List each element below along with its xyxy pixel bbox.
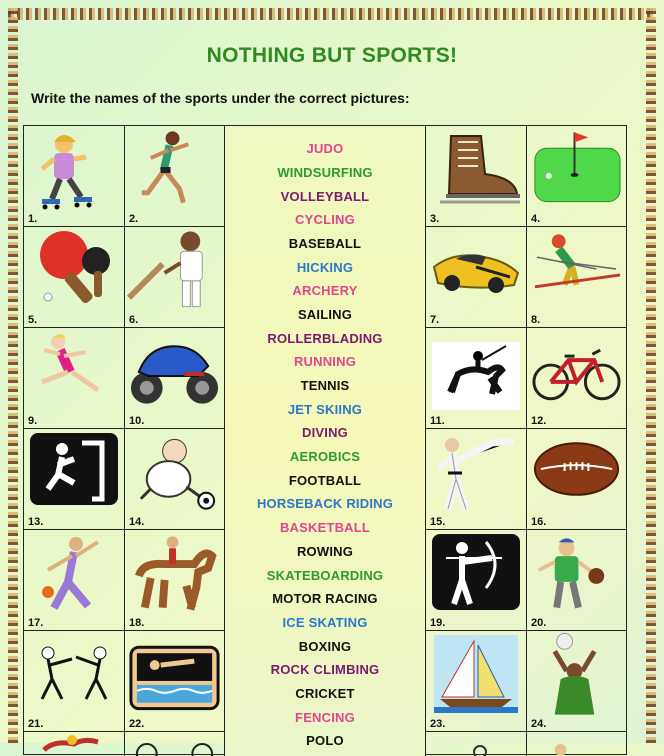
word-bank-item: DIVING bbox=[302, 425, 348, 440]
decorative-border-top bbox=[8, 8, 656, 20]
picture-cell bbox=[527, 631, 626, 732]
word-bank-item: JUDO bbox=[306, 141, 344, 156]
item-number: 20. bbox=[531, 617, 547, 629]
word-bank-item: ROLLERBLADING bbox=[267, 331, 383, 346]
picture-cell bbox=[24, 429, 125, 530]
picture-cell bbox=[426, 530, 527, 631]
picture-cell bbox=[125, 227, 225, 328]
item-number: 17. bbox=[28, 617, 44, 629]
ice-skate-picture bbox=[426, 126, 526, 214]
word-bank-item: ROWING bbox=[296, 544, 354, 559]
picture-cell bbox=[24, 126, 125, 227]
aerobics-picture bbox=[24, 328, 124, 416]
item-number: 4. bbox=[531, 213, 541, 225]
picture-cell bbox=[527, 328, 626, 429]
picture-cell bbox=[426, 328, 527, 429]
word-bank-item: CRICKET bbox=[295, 686, 355, 701]
swimming-sign-picture bbox=[125, 631, 224, 719]
item-number: 10. bbox=[129, 415, 145, 427]
archery-sign-picture bbox=[426, 530, 526, 618]
word-bank-item: BASEBALL bbox=[288, 236, 362, 251]
picture-cell bbox=[24, 631, 125, 732]
partial-picture bbox=[426, 732, 526, 756]
page-title: NOTHING BUT SPORTS! bbox=[206, 44, 458, 67]
item-number: 2. bbox=[129, 213, 139, 225]
word-bank-item: FOOTBALL bbox=[288, 473, 362, 488]
karate-picture bbox=[426, 429, 526, 517]
american-football-picture bbox=[527, 429, 626, 517]
cricket-picture bbox=[125, 227, 224, 315]
skiing-picture bbox=[527, 227, 626, 315]
picture-cell bbox=[125, 530, 225, 631]
picture-cell bbox=[426, 126, 527, 227]
picture-cell bbox=[527, 732, 626, 756]
picture-cell bbox=[125, 631, 225, 732]
item-number: 9. bbox=[28, 415, 38, 427]
item-number: 23. bbox=[430, 718, 446, 730]
word-bank-item: HICKING bbox=[296, 260, 354, 275]
table-tennis-picture bbox=[24, 227, 124, 315]
item-number: 11. bbox=[430, 415, 445, 427]
polo-picture bbox=[426, 328, 526, 416]
picture-cell bbox=[426, 732, 527, 756]
picture-cell bbox=[426, 429, 527, 530]
fencing-picture bbox=[24, 631, 124, 719]
golf-picture bbox=[527, 126, 626, 214]
word-bank-item: JET SKIING bbox=[287, 402, 363, 417]
item-number: 18. bbox=[129, 617, 145, 629]
item-number: 1. bbox=[28, 213, 38, 225]
picture-cell bbox=[125, 429, 225, 530]
word-bank-item: AEROBICS bbox=[289, 449, 361, 464]
decorative-border-right bbox=[646, 8, 656, 743]
word-bank-item: WINDSURFING bbox=[277, 165, 373, 180]
picture-cell bbox=[125, 732, 225, 756]
word-bank-item: VOLLEYBALL bbox=[280, 189, 370, 204]
volleyball-picture bbox=[527, 631, 626, 719]
item-number: 19. bbox=[430, 617, 446, 629]
word-bank-item: MOTOR RACING bbox=[272, 591, 378, 606]
football-player-picture bbox=[125, 429, 224, 517]
item-number: 8. bbox=[531, 314, 541, 326]
item-number: 24. bbox=[531, 718, 547, 730]
picture-cell bbox=[125, 328, 225, 429]
picture-cell bbox=[24, 530, 125, 631]
decorative-border-left bbox=[8, 8, 18, 743]
item-number: 16. bbox=[531, 516, 547, 528]
picture-cell bbox=[24, 732, 125, 756]
running-picture bbox=[125, 126, 224, 214]
item-number: 21. bbox=[28, 718, 44, 730]
word-bank-item: ARCHERY bbox=[292, 283, 358, 298]
item-number: 7. bbox=[430, 314, 440, 326]
item-number: 13. bbox=[28, 516, 44, 528]
word-bank bbox=[225, 126, 426, 756]
word-bank-item: CYCLING bbox=[295, 212, 355, 227]
picture-cell bbox=[24, 328, 125, 429]
item-number: 12. bbox=[531, 415, 547, 427]
word-bank-item: BOXING bbox=[298, 639, 352, 654]
word-bank-item: ROCK CLIMBING bbox=[270, 662, 380, 677]
baseball-picture bbox=[527, 530, 626, 618]
item-number: 15. bbox=[430, 516, 446, 528]
picture-cell bbox=[24, 227, 125, 328]
item-number: 6. bbox=[129, 314, 139, 326]
motorbike-picture bbox=[125, 328, 224, 416]
basketball-picture bbox=[24, 530, 124, 618]
horse-riding-picture bbox=[125, 530, 224, 618]
picture-cell bbox=[426, 631, 527, 732]
word-bank-item: POLO bbox=[306, 733, 344, 748]
sports-grid bbox=[23, 125, 627, 755]
word-bank-item: SKATEBOARDING bbox=[266, 568, 384, 583]
partial-picture bbox=[527, 732, 626, 756]
word-bank-item: TENNIS bbox=[300, 378, 350, 393]
item-number: 3. bbox=[430, 213, 440, 225]
word-bank-item: ICE SKATING bbox=[282, 615, 368, 630]
picture-cell bbox=[125, 126, 225, 227]
bicycle-picture bbox=[527, 328, 626, 416]
race-car-picture bbox=[426, 227, 526, 315]
item-number: 22. bbox=[129, 718, 145, 730]
item-number: 14. bbox=[129, 516, 145, 528]
instructions: Write the names of the sports under the correct pictures: bbox=[31, 90, 410, 106]
picture-cell bbox=[527, 126, 626, 227]
word-bank-item: FENCING bbox=[295, 710, 355, 725]
sailboat-picture bbox=[426, 631, 526, 719]
picture-cell bbox=[527, 227, 626, 328]
partial-picture bbox=[24, 732, 124, 756]
picture-cell bbox=[527, 530, 626, 631]
picture-cell bbox=[527, 429, 626, 530]
word-bank-item: BASKETBALL bbox=[279, 520, 371, 535]
picture-cell bbox=[426, 227, 527, 328]
word-bank-item: SAILING bbox=[297, 307, 353, 322]
item-number: 5. bbox=[28, 314, 38, 326]
partial-picture bbox=[125, 732, 224, 756]
word-bank-item: RUNNING bbox=[293, 354, 357, 369]
word-bank-item: HORSEBACK RIDING bbox=[256, 496, 394, 511]
climbing-sign-picture bbox=[24, 429, 124, 517]
rollerblading-picture bbox=[24, 126, 124, 214]
